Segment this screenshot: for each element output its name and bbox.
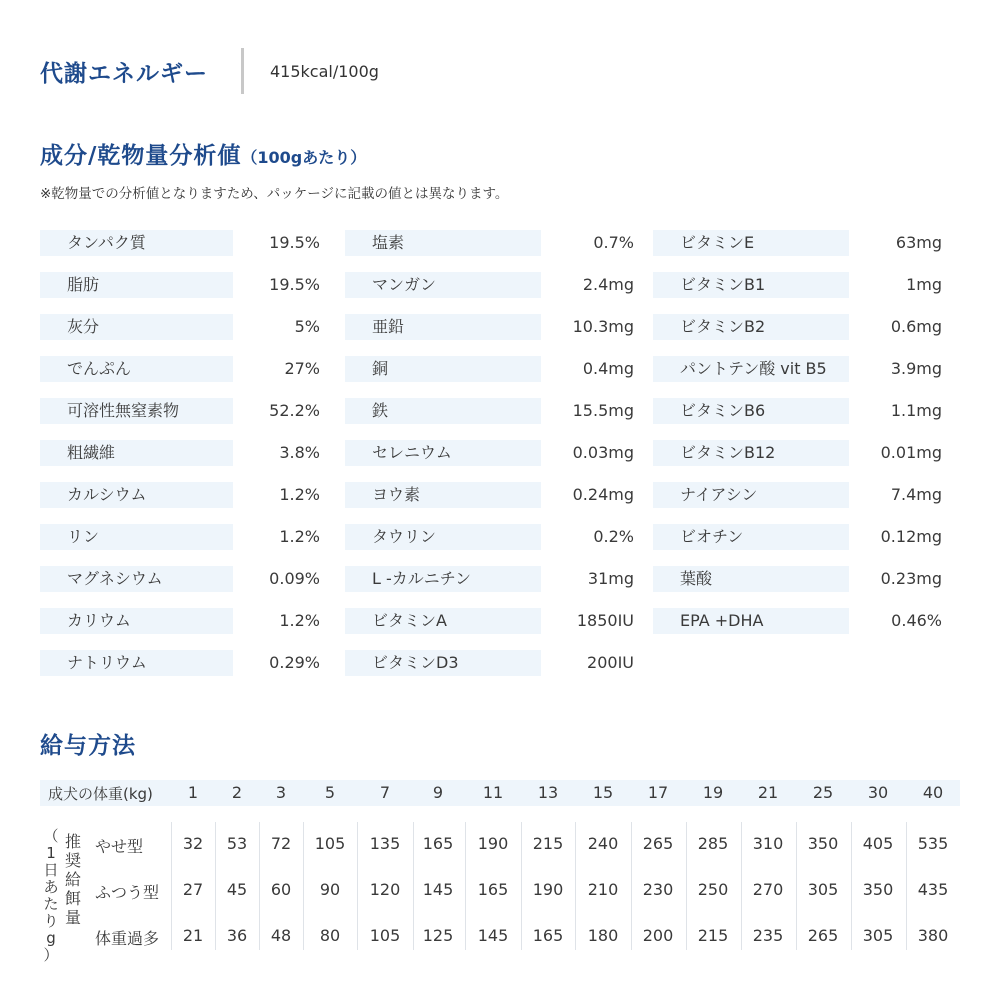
feeding-value-cell: 305 (862, 926, 894, 945)
nutrient-value: 0.46% (891, 611, 942, 630)
nutrient-row (40, 608, 320, 634)
nutrient-label: 塩素 (345, 230, 541, 256)
nutrient-label: マグネシウム (40, 566, 233, 592)
nutrient-row (653, 482, 942, 508)
nutrient-row (345, 314, 634, 340)
feeding-value-cell: 235 (752, 926, 784, 945)
nutrient-label: L -カルニチン (345, 566, 541, 592)
nutrient-row (345, 398, 634, 424)
feeding-value-cell: 350 (807, 834, 839, 853)
nutrient-label: 銅 (345, 356, 541, 382)
nutrient-row (345, 230, 634, 256)
nutrient-row (653, 230, 942, 256)
nutrient-row (40, 356, 320, 382)
weight-header-cell: 40 (922, 783, 944, 802)
nutrient-value: 5% (294, 317, 320, 336)
feeding-value-cell: 190 (532, 880, 564, 899)
column-divider (631, 822, 632, 950)
nutrient-value: 2.4mg (582, 275, 634, 294)
nutrient-row (40, 482, 320, 508)
column-divider (851, 822, 852, 950)
feeding-value-cell: 27 (182, 880, 204, 899)
nutrient-row (40, 272, 320, 298)
nutrient-label: ビタミンE (653, 230, 849, 256)
column-divider (906, 822, 907, 950)
nutrient-value: 0.24mg (572, 485, 634, 504)
nutrient-value: 0.09% (269, 569, 320, 588)
feeding-value-cell: 120 (369, 880, 401, 899)
feeding-value-cell: 230 (642, 880, 674, 899)
energy-row (40, 48, 379, 94)
nutrient-value: 0.2% (593, 527, 634, 546)
energy-title: 代謝エネルギー (40, 60, 208, 87)
nutrient-label: でんぷん (40, 356, 233, 382)
feeding-value-cell: 53 (226, 834, 248, 853)
nutrient-value: 1.2% (279, 527, 320, 546)
feeding-value-cell: 200 (642, 926, 674, 945)
nutrient-row (345, 356, 634, 382)
nutrient-value: 3.9mg (890, 359, 942, 378)
feeding-value-cell: 405 (862, 834, 894, 853)
nutrient-row (40, 440, 320, 466)
feeding-value-cell: 215 (697, 926, 729, 945)
nutrient-label: ナイアシン (653, 482, 849, 508)
nutrient-row (653, 398, 942, 424)
nutrient-label: リン (40, 524, 233, 550)
nutrient-label: ナトリウム (40, 650, 233, 676)
nutrient-label: パントテン酸 vit B5 (653, 356, 849, 382)
nutrient-value: 0.4mg (582, 359, 634, 378)
weight-header-cell: 13 (537, 783, 559, 802)
weight-header-cell: 9 (432, 783, 444, 802)
nutrient-value: 19.5% (269, 233, 320, 252)
column-divider (575, 822, 576, 950)
feeding-value-cell: 180 (587, 926, 619, 945)
feeding-value-cell: 21 (182, 926, 204, 945)
feeding-title: 給与方法 (40, 733, 136, 759)
nutrient-label: 亜鉛 (345, 314, 541, 340)
feeding-value-cell: 535 (917, 834, 949, 853)
nutrient-label: 粗繊維 (40, 440, 233, 466)
nutrient-value: 19.5% (269, 275, 320, 294)
feeding-value-cell: 310 (752, 834, 784, 853)
column-divider (303, 822, 304, 950)
nutrient-row (40, 566, 320, 592)
feeding-row-label: ふつう型 (95, 883, 160, 902)
nutrient-label: 脂肪 (40, 272, 233, 298)
weight-header-cell: 17 (647, 783, 669, 802)
nutrient-value: 52.2% (269, 401, 320, 420)
feeding-value-cell: 265 (807, 926, 839, 945)
analysis-title-main: 成分/乾物量分析値 (40, 143, 242, 169)
nutrient-label: 可溶性無窒素物 (40, 398, 233, 424)
weight-header-cell: 15 (592, 783, 614, 802)
nutrient-value: 1mg (906, 275, 942, 294)
nutrient-value: 0.7% (593, 233, 634, 252)
nutrient-label: ビタミンB12 (653, 440, 849, 466)
feeding-row-label: やせ型 (95, 837, 144, 856)
feeding-value-cell: 145 (477, 926, 509, 945)
nutrient-row (345, 650, 634, 676)
column-divider (521, 822, 522, 950)
weight-header-cell: 30 (867, 783, 889, 802)
nutrient-label: 鉄 (345, 398, 541, 424)
nutrient-row (345, 524, 634, 550)
analysis-note: ※乾物量での分析値となりますため、パッケージに記載の値とは異なります。 (40, 186, 509, 202)
nutrient-row (653, 314, 942, 340)
weight-header-cell: 7 (379, 783, 391, 802)
nutrient-row (653, 608, 942, 634)
feeding-value-cell: 125 (422, 926, 454, 945)
energy-value: 415kcal/100g (270, 61, 379, 81)
feeding-value-cell: 285 (697, 834, 729, 853)
nutrient-value: 3.8% (279, 443, 320, 462)
feeding-value-cell: 105 (369, 926, 401, 945)
nutrient-value: 10.3mg (572, 317, 634, 336)
nutrient-label: セレニウム (345, 440, 541, 466)
nutrient-row (40, 524, 320, 550)
nutrient-row (345, 482, 634, 508)
nutrient-value: 0.03mg (572, 443, 634, 462)
feeding-value-cell: 305 (807, 880, 839, 899)
nutrient-row (40, 314, 320, 340)
nutrient-value: 1850IU (576, 611, 634, 630)
nutrient-label: ビタミンB2 (653, 314, 849, 340)
nutrient-row (40, 398, 320, 424)
nutrient-label: ビオチン (653, 524, 849, 550)
feeding-value-cell: 165 (532, 926, 564, 945)
feeding-header-label: 成犬の体重(kg) (48, 785, 153, 803)
weight-header-cell: 2 (231, 783, 243, 802)
feeding-value-cell: 135 (369, 834, 401, 853)
feeding-value-cell: 435 (917, 880, 949, 899)
feeding-value-cell: 210 (587, 880, 619, 899)
nutrient-value: 0.01mg (880, 443, 942, 462)
nutrient-label: 灰分 (40, 314, 233, 340)
nutrient-row (653, 524, 942, 550)
feeding-value-cell: 265 (642, 834, 674, 853)
nutrient-label: ビタミンD3 (345, 650, 541, 676)
column-divider (413, 822, 414, 950)
nutrient-value: 0.23mg (880, 569, 942, 588)
feeding-value-cell: 80 (319, 926, 341, 945)
recommended-amount-label: 推 奨 給 餌 量 (64, 832, 81, 927)
nutrient-label: ビタミンB6 (653, 398, 849, 424)
column-divider (796, 822, 797, 950)
nutrient-value: 27% (284, 359, 320, 378)
nutrient-value: 7.4mg (890, 485, 942, 504)
column-divider (465, 822, 466, 950)
nutrient-row (653, 356, 942, 382)
feeding-value-cell: 165 (422, 834, 454, 853)
nutrient-row (653, 440, 942, 466)
feeding-value-cell: 45 (226, 880, 248, 899)
nutrient-label: EPA +DHA (653, 608, 849, 634)
feeding-value-cell: 350 (862, 880, 894, 899)
nutrient-value: 1.2% (279, 611, 320, 630)
nutrient-column (345, 230, 634, 692)
weight-header-cell: 25 (812, 783, 834, 802)
nutrient-value: 0.12mg (880, 527, 942, 546)
feeding-value-cell: 145 (422, 880, 454, 899)
weight-header-cell: 5 (324, 783, 336, 802)
feeding-value-cell: 60 (270, 880, 292, 899)
nutrient-label: ビタミンB1 (653, 272, 849, 298)
feeding-value-cell: 105 (314, 834, 346, 853)
column-divider (357, 822, 358, 950)
nutrient-row (345, 608, 634, 634)
nutrient-label: タンパク質 (40, 230, 233, 256)
feeding-value-cell: 165 (477, 880, 509, 899)
weight-header-cell: 11 (482, 783, 504, 802)
feeding-value-cell: 190 (477, 834, 509, 853)
weight-header-cell: 3 (275, 783, 287, 802)
nutrient-value: 0.6mg (890, 317, 942, 336)
feeding-value-cell: 48 (270, 926, 292, 945)
energy-divider (241, 48, 244, 94)
feeding-value-cell: 72 (270, 834, 292, 853)
column-divider (686, 822, 687, 950)
nutrient-row (345, 440, 634, 466)
nutrient-value: 31mg (587, 569, 634, 588)
nutrient-value: 1.2% (279, 485, 320, 504)
nutrient-label: ビタミンA (345, 608, 541, 634)
nutrient-column (653, 230, 942, 650)
feeding-table (40, 780, 960, 964)
column-divider (741, 822, 742, 950)
weight-header-cell: 1 (187, 783, 199, 802)
nutrient-value: 1.1mg (890, 401, 942, 420)
nutrient-label: カリウム (40, 608, 233, 634)
nutrient-label: ヨウ素 (345, 482, 541, 508)
nutrient-row (345, 272, 634, 298)
feeding-value-cell: 36 (226, 926, 248, 945)
feeding-value-cell: 215 (532, 834, 564, 853)
weight-header-cell: 21 (757, 783, 779, 802)
feeding-value-cell: 32 (182, 834, 204, 853)
nutrient-row (653, 566, 942, 592)
nutrient-label: カルシウム (40, 482, 233, 508)
nutrient-value: 15.5mg (572, 401, 634, 420)
nutrient-label: タウリン (345, 524, 541, 550)
nutrient-label: 葉酸 (653, 566, 849, 592)
nutrient-value: 200IU (587, 653, 634, 672)
nutrient-row (40, 230, 320, 256)
nutrient-value: 63mg (895, 233, 942, 252)
nutrient-value: 0.29% (269, 653, 320, 672)
daily-amount-side-label: （ 1 日 あ た り g ） (43, 827, 59, 964)
feeding-value-cell: 90 (319, 880, 341, 899)
feeding-value-cell: 270 (752, 880, 784, 899)
nutrient-column (40, 230, 320, 692)
analysis-title-unit: （100gあたり） (241, 148, 367, 167)
analysis-title (40, 137, 366, 170)
feeding-value-cell: 240 (587, 834, 619, 853)
feeding-value-cell: 250 (697, 880, 729, 899)
feeding-value-cell: 380 (917, 926, 949, 945)
nutrient-row (345, 566, 634, 592)
nutrient-row (40, 650, 320, 676)
weight-header-cell: 19 (702, 783, 724, 802)
nutrient-label: マンガン (345, 272, 541, 298)
nutrient-row (653, 272, 942, 298)
feeding-row-label: 体重過多 (95, 929, 160, 948)
